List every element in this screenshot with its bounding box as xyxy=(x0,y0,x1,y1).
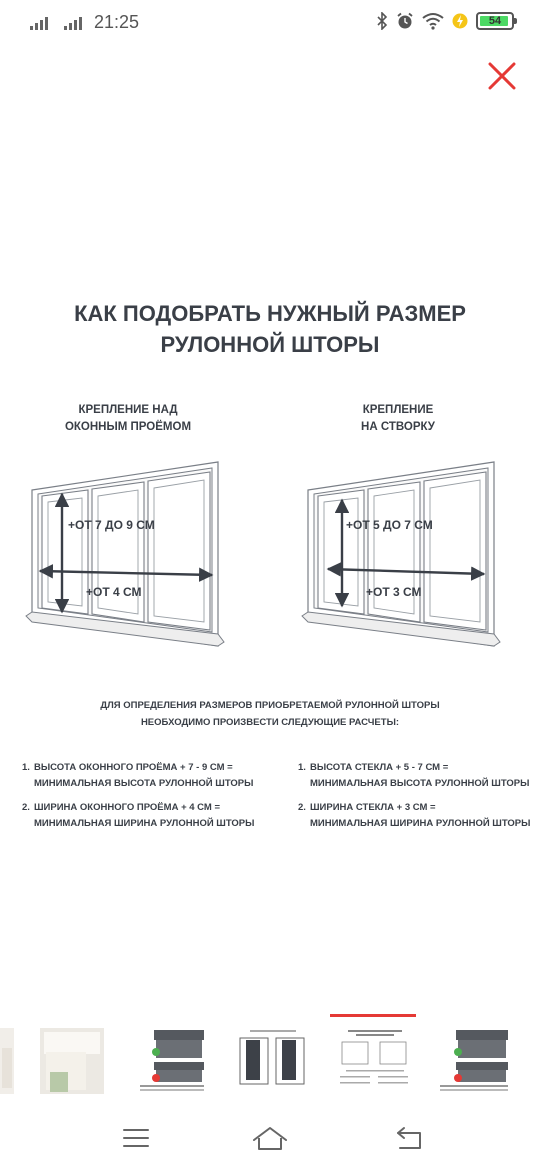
step-number: 1. xyxy=(22,762,30,773)
status-bar-left xyxy=(30,12,139,33)
charging-icon xyxy=(452,12,468,30)
left-height-label: +ОТ 7 ДО 9 СМ xyxy=(68,518,155,532)
thumbnail-1[interactable] xyxy=(0,1028,14,1094)
menu-icon[interactable] xyxy=(116,1122,156,1154)
list-item xyxy=(22,760,272,792)
step-number: 1. xyxy=(298,762,306,773)
left-width-label: +ОТ 4 СМ xyxy=(86,585,142,599)
battery-icon xyxy=(476,12,514,30)
back-icon[interactable] xyxy=(390,1122,430,1154)
step-line-2: МИНИМАЛЬНАЯ ВЫСОТА РУЛОННОЙ ШТОРЫ xyxy=(34,778,254,789)
list-item xyxy=(298,760,534,792)
step-line-2: МИНИМАЛЬНАЯ ШИРИНА РУЛОННОЙ ШТОРЫ xyxy=(34,818,255,829)
active-thumbnail-indicator xyxy=(330,1014,416,1017)
thumbnail-6[interactable] xyxy=(436,1028,512,1094)
thumbnail-5[interactable] xyxy=(336,1028,414,1094)
step-line-1: ШИРИНА СТЕКЛА + 3 СМ = xyxy=(310,802,436,813)
system-nav-bar xyxy=(0,1108,540,1170)
status-time: 21:25 xyxy=(94,12,140,32)
alarm-icon xyxy=(396,12,414,30)
signal-icon xyxy=(30,16,48,30)
instructions-text xyxy=(20,697,520,731)
wifi-icon xyxy=(422,12,444,30)
thumbnail-3[interactable] xyxy=(136,1028,208,1094)
right-heading-line-2: НА СТВОРКУ xyxy=(361,421,435,433)
thumbnail-2[interactable] xyxy=(40,1028,104,1094)
bluetooth-icon xyxy=(376,12,388,30)
step-line-1: ШИРИНА ОКОННОГО ПРОЁМА + 4 СМ = xyxy=(34,802,221,813)
step-number: 2. xyxy=(22,802,30,813)
right-heading-line-1: КРЕПЛЕНИЕ xyxy=(362,404,434,416)
step-number: 2. xyxy=(298,802,306,813)
battery-level: 54 xyxy=(488,15,502,27)
close-icon[interactable] xyxy=(484,58,520,94)
list-item xyxy=(298,800,534,832)
right-width-label: +ОТ 3 СМ xyxy=(366,585,422,599)
status-bar xyxy=(0,0,540,44)
step-line-2: МИНИМАЛЬНАЯ ВЫСОТА РУЛОННОЙ ШТОРЫ xyxy=(310,778,530,789)
instructions-line-2: НЕОБХОДИМО ПРОИЗВЕСТИ СЛЕДУЮЩИЕ РАСЧЕТЫ: xyxy=(140,717,400,728)
list-item xyxy=(22,800,272,832)
thumbnail-4[interactable] xyxy=(236,1028,310,1094)
step-line-1: ВЫСОТА СТЕКЛА + 5 - 7 СМ = xyxy=(310,762,449,773)
page-title xyxy=(20,298,520,360)
thumbnail-strip xyxy=(0,1014,540,1098)
signal-icon xyxy=(64,16,82,30)
left-steps-list xyxy=(22,760,272,840)
status-bar-right xyxy=(376,12,514,30)
instructions-line-1: ДЛЯ ОПРЕДЕЛЕНИЯ РАЗМЕРОВ ПРИОБРЕТАЕМОЙ РУЛОННОЙ ШТОРЫ xyxy=(100,700,440,711)
right-diagram-heading xyxy=(318,402,478,436)
title-line-2: РУЛОННОЙ ШТОРЫ xyxy=(160,332,380,357)
left-window-diagram xyxy=(24,456,228,650)
left-heading-line-2: ОКОННЫМ ПРОЁМОМ xyxy=(64,421,192,433)
home-icon[interactable] xyxy=(250,1122,290,1154)
left-heading-line-1: КРЕПЛЕНИЕ НАД xyxy=(78,404,178,416)
step-line-1: ВЫСОТА ОКОННОГО ПРОЁМА + 7 - 9 СМ = xyxy=(34,762,233,773)
right-steps-list xyxy=(298,760,534,840)
step-line-2: МИНИМАЛЬНАЯ ШИРИНА РУЛОННОЙ ШТОРЫ xyxy=(310,818,531,829)
right-height-label: +ОТ 5 ДО 7 СМ xyxy=(346,518,433,532)
right-window-diagram xyxy=(300,456,504,650)
title-line-1: КАК ПОДОБРАТЬ НУЖНЫЙ РАЗМЕР xyxy=(74,301,466,326)
left-diagram-heading xyxy=(48,402,208,436)
